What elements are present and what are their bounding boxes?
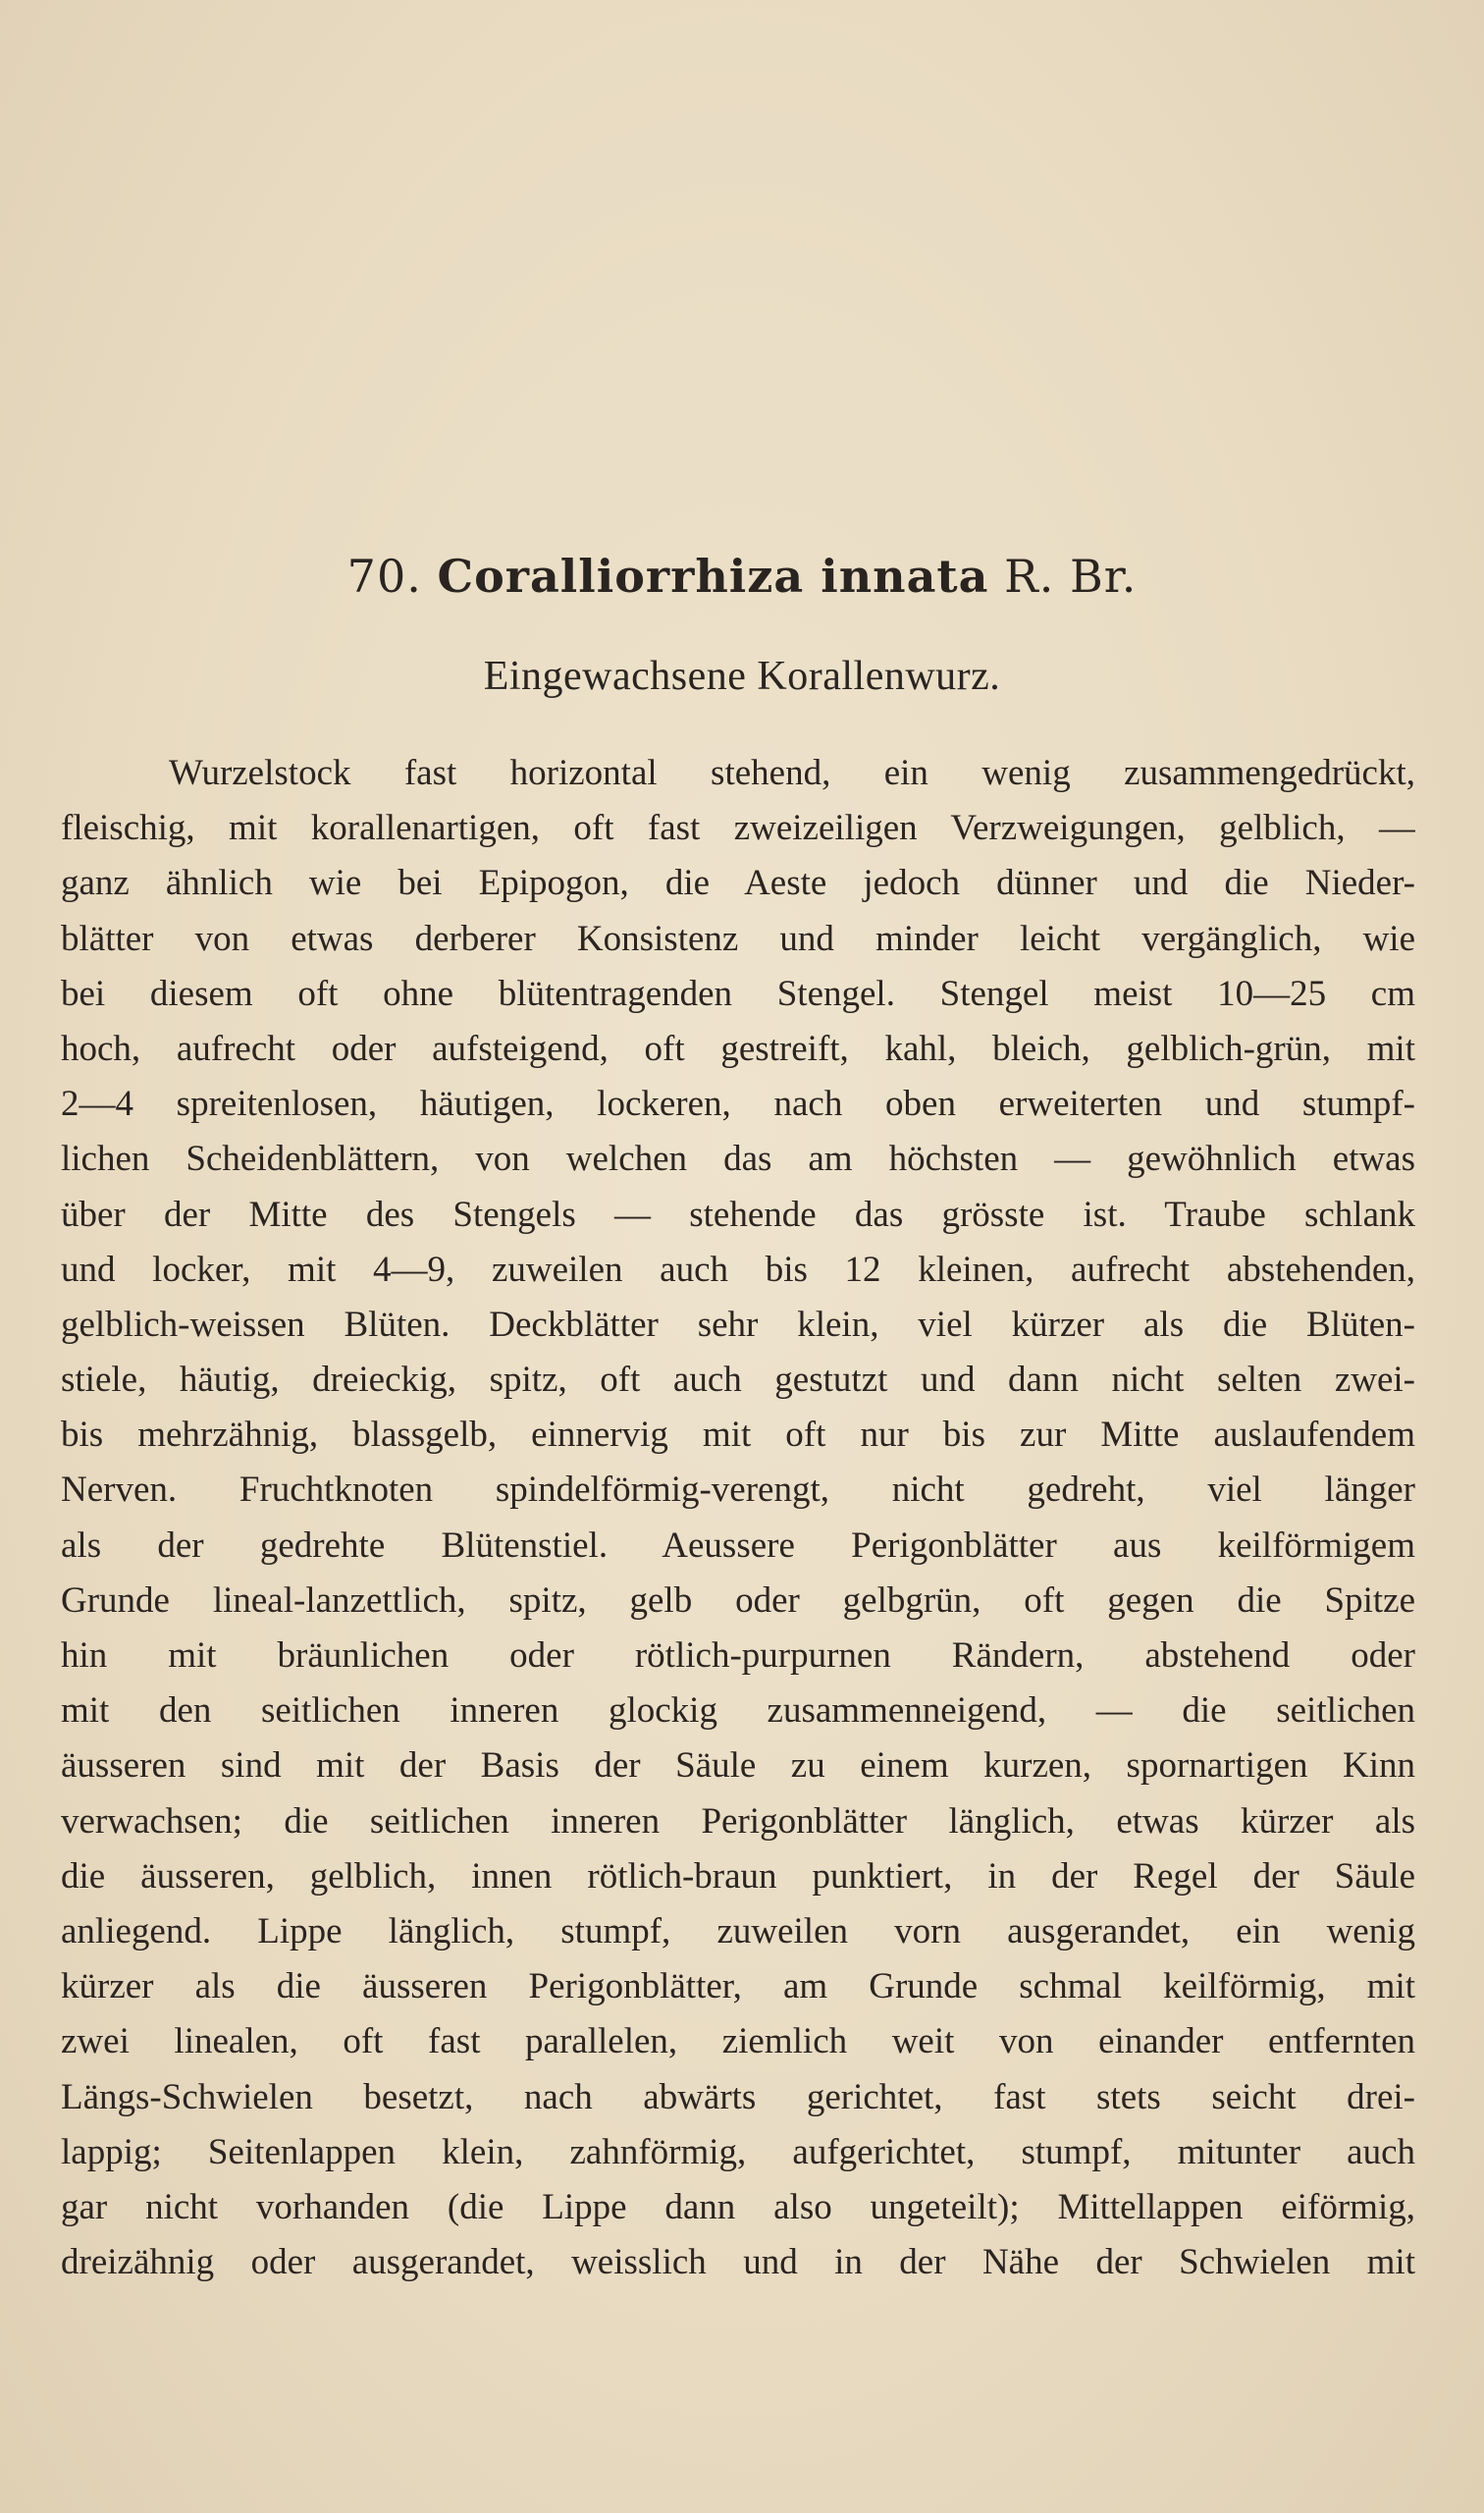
text-line: bis mehrzähnig, blassgelb, einnervig mit oft nur bis zur Mitte auslaufendem bbox=[61, 1415, 1415, 1456]
text-line: Grunde lineal-lanzettlich, spitz, gelb oder gelbgrün, oft gegen die Spitze bbox=[61, 1579, 1415, 1621]
text-line: gelblich-weissen Blüten. Deckblätter sehr klein, viel kürzer als die Blüten- bbox=[61, 1304, 1415, 1345]
text-line: lappig; Seitenlappen klein, zahnförmig, aufgerichtet, stumpf, mitunter auch bbox=[61, 2131, 1415, 2172]
text-line: als der gedrehte Blütenstiel. Aeussere Perigonblätter aus keilförmigem bbox=[61, 1524, 1415, 1566]
text-line: lichen Scheidenblättern, von welchen das am höchsten — gewöhnlich etwas bbox=[61, 1139, 1415, 1180]
text-line: Längs-Schwielen besetzt, nach abwärts gerichtet, fast stets seicht drei- bbox=[61, 2076, 1415, 2117]
description-text bbox=[61, 746, 1415, 2290]
text-line: kürzer als die äusseren Perigonblätter, am Grunde schmal keilförmig, mit bbox=[61, 1966, 1415, 2007]
text-line: hin mit bräunlichen oder rötlich-purpurnen Rändern, abstehend oder bbox=[61, 1635, 1415, 1676]
text-line: über der Mitte des Stengels — stehende das grösste ist. Traube schlank bbox=[61, 1194, 1415, 1235]
species-heading bbox=[0, 550, 1484, 603]
text-line: und locker, mit 4—9, zuweilen auch bis 12 kleinen, aufrecht abstehenden, bbox=[61, 1249, 1415, 1290]
species-name: Coralliorrhiza innata bbox=[437, 550, 989, 603]
text-line: äusseren sind mit der Basis der Säule zu einem kurzen, spornartigen Kinn bbox=[61, 1745, 1415, 1787]
text-line: ganz ähnlich wie bei Epipogon, die Aeste jedoch dünner und die Nieder- bbox=[61, 863, 1415, 904]
text-line: hoch, aufrecht oder aufsteigend, oft gestreift, kahl, bleich, gelblich-grün, mit bbox=[61, 1028, 1415, 1069]
text-line: bei diesem oft ohne blütentragenden Stengel. Stengel meist 10—25 cm bbox=[61, 973, 1415, 1014]
text-line: fleischig, mit korallenartigen, oft fast zweizeiligen Verzweigungen, gelblich, — bbox=[61, 808, 1415, 849]
text-line: gar nicht vorhanden (die Lippe dann also ungeteilt); Mittellappen eiförmig, bbox=[61, 2186, 1415, 2227]
common-name: Eingewachsene Korallenwurz. bbox=[483, 654, 1001, 699]
text-line: blätter von etwas derberer Konsistenz und minder leicht vergänglich, wie bbox=[61, 918, 1415, 959]
text-line: zwei linealen, oft fast parallelen, ziemlich weit von einander entfernten bbox=[61, 2021, 1415, 2062]
text-line: stiele, häutig, dreieckig, spitz, oft auch gestutzt und dann nicht selten zwei- bbox=[61, 1360, 1415, 1401]
text-line: die äusseren, gelblich, innen rötlich-braun punktiert, in der Regel der Säule bbox=[61, 1855, 1415, 1897]
species-number: 70. bbox=[346, 550, 422, 603]
text-line: Wurzelstock fast horizontal stehend, ein wenig zusammengedrückt, bbox=[169, 753, 1415, 793]
text-line: Nerven. Fruchtknoten spindelförmig-verengt, nicht gedreht, viel länger bbox=[61, 1470, 1415, 1511]
text-line: anliegend. Lippe länglich, stumpf, zuweilen vorn ausgerandet, ein wenig bbox=[61, 1910, 1415, 1952]
text-line: mit den seitlichen inneren glockig zusammenneigend, — die seitlichen bbox=[61, 1690, 1415, 1732]
text-line: verwachsen; die seitlichen inneren Perigonblätter länglich, etwas kürzer als bbox=[61, 1800, 1415, 1842]
text-line: dreizähnig oder ausgerandet, weisslich und in der Nähe der Schwielen mit bbox=[61, 2242, 1415, 2283]
species-author: R. Br. bbox=[1004, 550, 1138, 603]
text-line: 2—4 spreitenlosen, häutigen, lockeren, nach oben erweiterten und stumpf- bbox=[61, 1084, 1415, 1125]
